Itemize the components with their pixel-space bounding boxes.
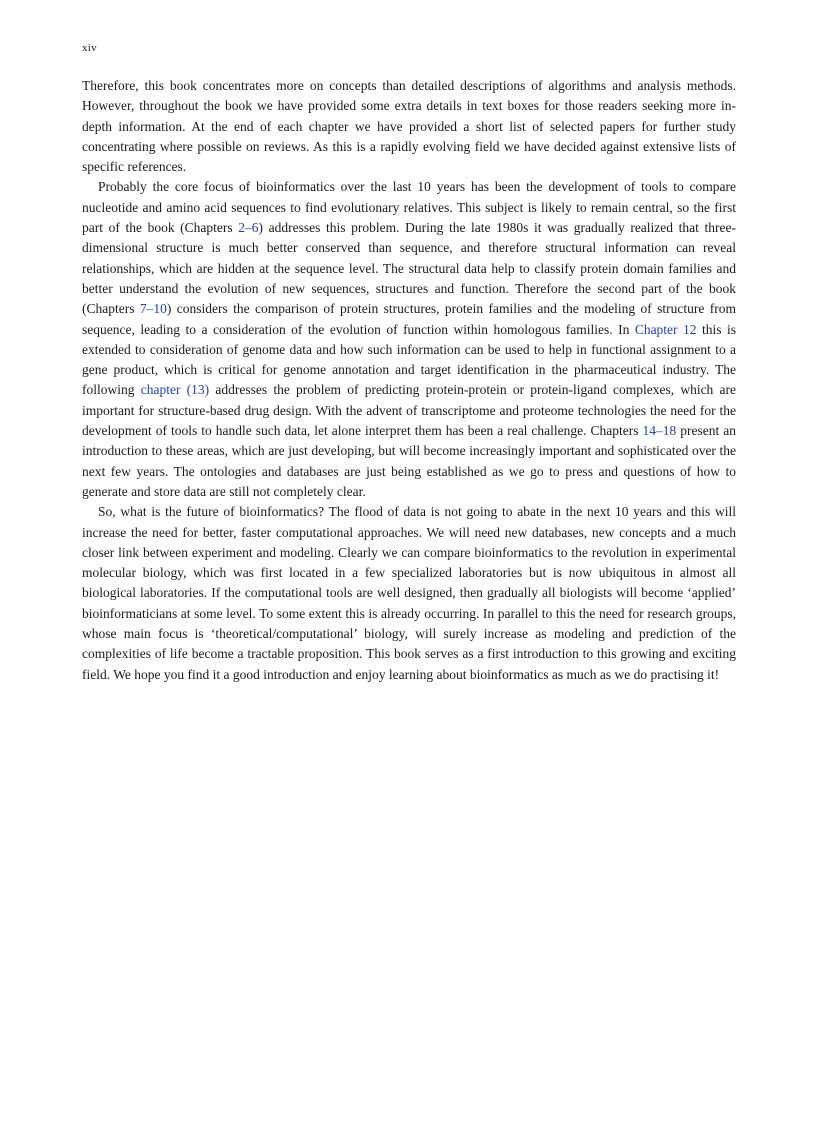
paragraph-2 [82, 177, 736, 502]
page-number: xiv [82, 42, 97, 54]
paragraph-2-text-4: this is extended to consideration of genome data and how such information can be used to help in functional assignment to a gene product, which is critical for genome annotation and target identification in the pharmaceutical industry. The following [82, 321, 736, 398]
link-chapter-13[interactable]: chapter (13) [140, 382, 210, 398]
link-chapters-2-6[interactable]: 2–6 [238, 220, 259, 236]
link-chapter-12[interactable]: Chapter 12 [634, 321, 697, 337]
link-chapters-14-18[interactable]: 14–18 [642, 423, 677, 439]
paragraph-2-text-2: ) addresses this problem. During the late 1980s it was gradually realized that three-dimensional structure is much better conserved than sequence, and therefore structural information can reveal relationships, which are hidden at the sequence level. The structural data help to classify protein domain families and better understand the evolution of new sequences, structures and function. Therefore the second part of the book (Chapters [82, 220, 736, 317]
link-chapters-7-10[interactable]: 7–10 [139, 301, 167, 317]
paragraph-1: Therefore, this book concentrates more on concepts than detailed descriptions of algorithms and analysis methods. However, throughout the book we have provided some extra details in text boxes for those readers seeking more in-depth information. At the end of each chapter we have provided a short list of selected papers for further study concentrating where possible on reviews. As this is a rapidly evolving field we have decided against extensive lists of specific references. [82, 78, 736, 175]
paragraph-2-text-6: present an introduction to these areas, which are just developing, but will become increasingly important and sophisticated over the next few years. The ontologies and databases are just being established as we go to press and questions of how to generate and store data are still not completely clear. [82, 423, 736, 499]
paragraph-2-text-5: addresses the problem of predicting protein-protein or protein-ligand complexes, which are important for structure-based drug design. With the advent of transcriptome and proteome technologies the need for the development of tools to handle such data, let alone interpret them has been a real challenge. Chapters [82, 382, 737, 439]
paragraph-3: So, what is the future of bioinformatics? The flood of data is not going to abate in the next 10 years and this will increase the need for better, faster computational approaches. We will need new databases, new concepts and a much closer link between experiment and modeling. Clearly we can compare bioinformatics to the revolution in experimental molecular biology, which was first located in a few specialized laboratories but is now ubiquitous in almost all biological laboratories. If the computational tools are well designed, then gradually all biologists will become ‘applied’ bioinformaticians at some level. To some extent this is already occurring. In parallel to this the need for research groups, whose main focus is ‘theoretical/computational’ biology, will surely increase as modeling and prediction of the complexities of life become a tractable proposition. This book serves as a first introduction to this growing and exciting field. We hope you find it a good introduction and enjoy learning about bioinformatics as much as we do practising it! [82, 504, 736, 682]
body-text [82, 76, 736, 685]
paragraph-2-text-3: ) considers the comparison of protein structures, protein families and the modeling of structure from sequence, leading to a consideration of the evolution of function within homologous families. In [82, 301, 736, 337]
paragraph-2-text-1: Probably the core focus of bioinformatics over the last 10 years has been the development of tools to compare nucleotide and amino acid sequences to find evolutionary relatives. This subject is likely to remain central, so the first part of the book (Chapters [82, 179, 736, 236]
